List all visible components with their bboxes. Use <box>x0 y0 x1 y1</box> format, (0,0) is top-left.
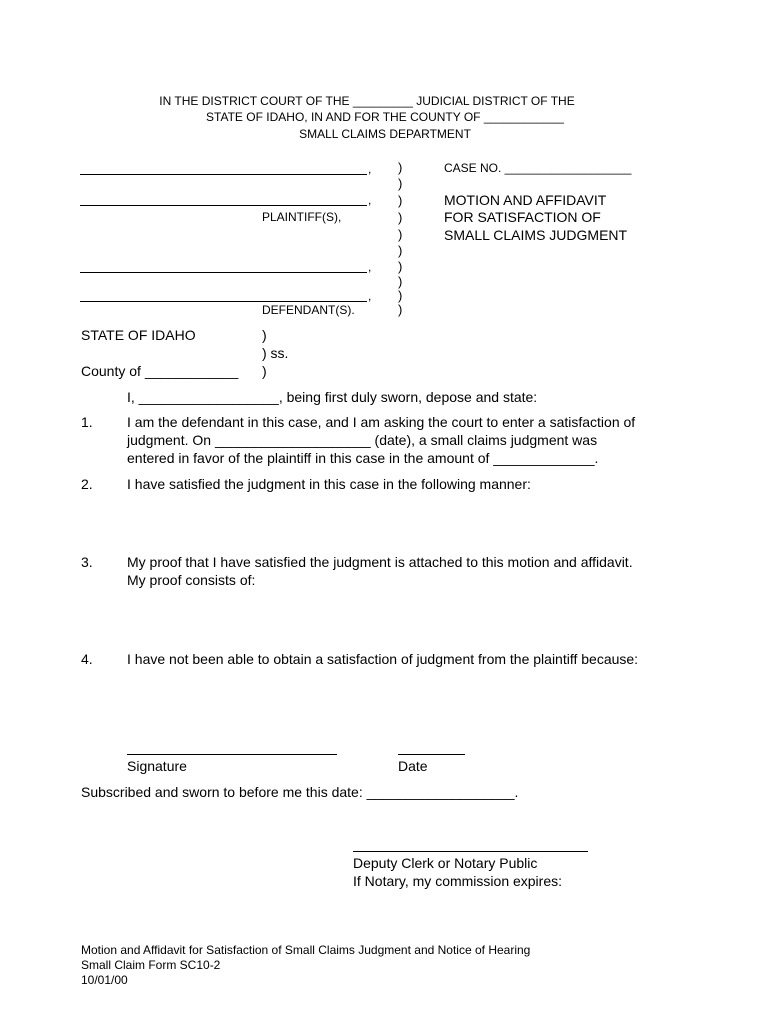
plaintiff-name-line-2[interactable] <box>80 205 367 206</box>
subscribed-sworn-date[interactable]: Subscribed and sworn to before me this date: ___________________. <box>81 784 519 800</box>
venue-ss: ) ss. <box>262 345 289 361</box>
date-label: Date <box>398 758 428 774</box>
item-2-line-1: I have satisfied the judgment in this case in the following manner: <box>127 476 531 492</box>
venue-paren: ) <box>262 363 267 379</box>
plaintiffs-label: PLAINTIFF(S), <box>262 210 342 224</box>
signature-line[interactable] <box>127 754 337 755</box>
item-3-line-1: My proof that I have satisfied the judgment is attached to this motion and affidavit. <box>127 554 633 570</box>
venue-state: STATE OF IDAHO <box>81 327 196 343</box>
notary-commission-expires: If Notary, my commission expires: <box>353 873 563 889</box>
caption-paren: ) <box>398 210 403 225</box>
caption-paren: ) <box>398 160 403 175</box>
item-number: 1. <box>81 414 93 430</box>
item-4-answer-area[interactable] <box>127 671 687 741</box>
defendants-label: DEFENDANT(S). <box>262 303 355 317</box>
caption-comma: , <box>368 289 372 303</box>
caption-paren: ) <box>398 288 403 303</box>
caption-paren: ) <box>398 259 403 274</box>
court-header-line-1: IN THE DISTRICT COURT OF THE _________ JUDICIAL DISTRICT OF THE <box>159 94 575 108</box>
footer-form-title: Motion and Affidavit for Satisfaction of Small Claims Judgment and Notice of Hearing <box>81 943 531 957</box>
caption-paren: ) <box>398 176 403 191</box>
defendant-name-line-1[interactable] <box>80 272 367 273</box>
date-line[interactable] <box>398 754 465 755</box>
item-3-answer-area[interactable] <box>127 592 687 644</box>
caption-comma: , <box>368 193 372 207</box>
caption-paren: ) <box>398 193 403 208</box>
form-title-line-1: MOTION AND AFFIDAVIT <box>444 192 607 208</box>
caption-paren: ) <box>398 302 403 317</box>
signature-label: Signature <box>127 758 187 774</box>
item-1-line-1: I am the defendant in this case, and I am asking the court to enter a satisfaction of <box>127 414 636 430</box>
caption-comma: , <box>368 260 372 274</box>
case-number-field[interactable]: CASE NO. ___________________ <box>444 161 632 175</box>
defendant-name-line-2[interactable] <box>80 301 367 302</box>
court-header-line-2: STATE OF IDAHO, IN AND FOR THE COUNTY OF ____________ <box>206 110 564 124</box>
footer-form-date: 10/01/00 <box>81 973 128 987</box>
form-title-line-2: FOR SATISFACTION OF <box>444 209 601 225</box>
item-number: 4. <box>81 651 93 667</box>
item-4-line-1: I have not been able to obtain a satisfaction of judgment from the plaintiff because: <box>127 651 639 667</box>
caption-paren: ) <box>398 243 403 258</box>
item-number: 3. <box>81 554 93 570</box>
item-1-line-2[interactable]: judgment. On ____________________ (date), a small claims judgment was <box>127 432 598 448</box>
item-3-line-2: My proof consists of: <box>127 572 256 588</box>
venue-paren: ) <box>262 327 267 343</box>
oath-statement: I, __________________, being first duly sworn, depose and state: <box>127 389 538 405</box>
notary-title: Deputy Clerk or Notary Public <box>353 855 538 871</box>
venue-county-field[interactable]: County of ____________ <box>81 363 239 379</box>
notary-signature-line[interactable] <box>353 851 588 852</box>
item-2-answer-area[interactable] <box>127 496 687 548</box>
caption-comma: , <box>368 162 372 176</box>
plaintiff-name-line-1[interactable] <box>80 174 367 175</box>
form-title-line-3: SMALL CLAIMS JUDGMENT <box>444 227 628 243</box>
caption-paren: ) <box>398 227 403 242</box>
court-header-line-3: SMALL CLAIMS DEPARTMENT <box>299 127 471 141</box>
item-1-line-3[interactable]: entered in favor of the plaintiff in this case in the amount of _____________. <box>127 450 599 466</box>
footer-form-number: Small Claim Form SC10-2 <box>81 958 221 972</box>
caption-paren: ) <box>398 274 403 289</box>
item-number: 2. <box>81 476 93 492</box>
